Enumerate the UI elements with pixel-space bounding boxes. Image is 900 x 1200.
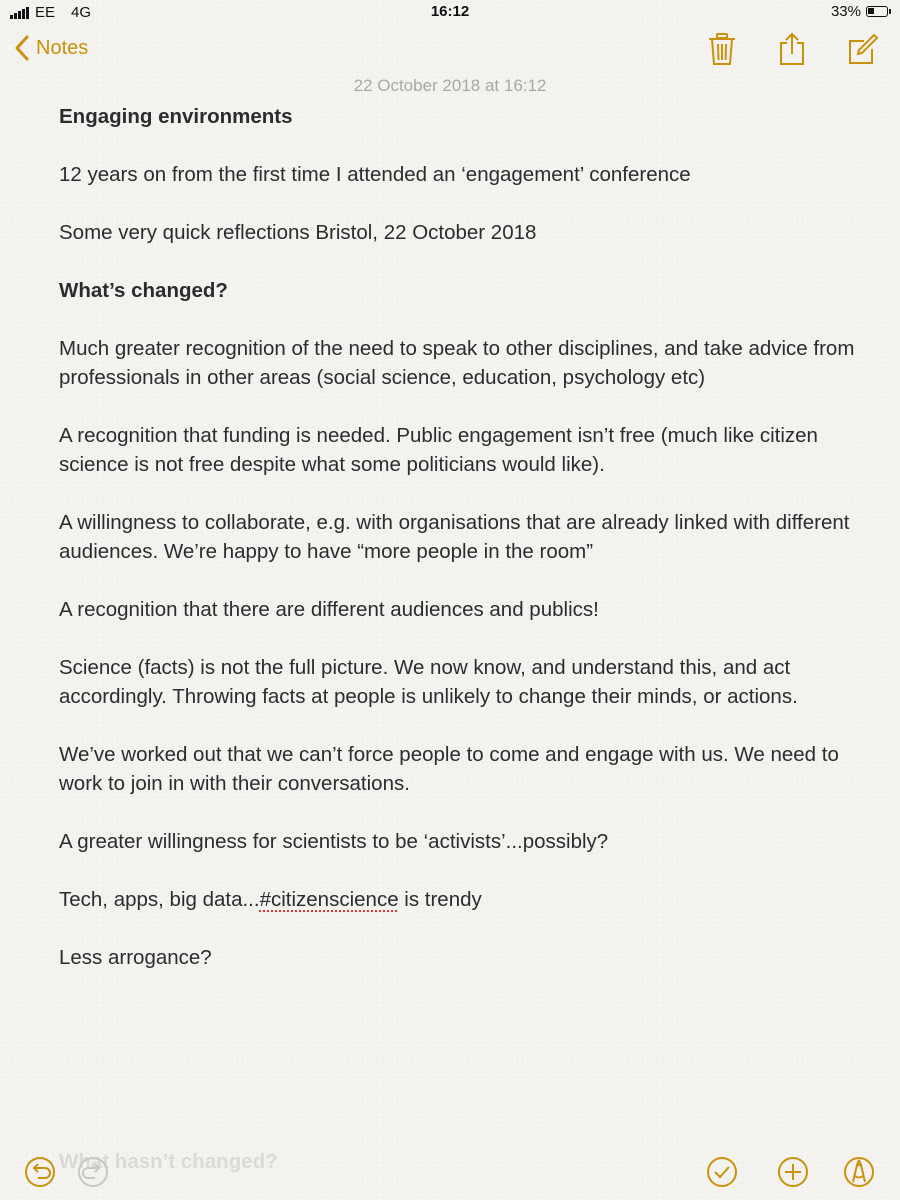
compose-icon [846, 32, 878, 66]
faded-heading: What hasn’t changed? [59, 1150, 278, 1173]
reflections-line: Some very quick reflections Bristol, 22 October 2018 [59, 221, 537, 244]
status-right [831, 3, 888, 20]
tech-line-prefix: Tech, apps, big data... [59, 888, 260, 911]
note-date: 22 October 2018 at 16:12 [353, 76, 547, 95]
compose-button[interactable] [846, 32, 878, 66]
checklist-icon [706, 1156, 738, 1188]
markup-button[interactable] [843, 1156, 875, 1188]
paragraph: A willingness to collaborate, e.g. with organisations that are already linked with different audiences. We’re happy to have “more people in the room” [59, 511, 850, 563]
paragraph: We’ve worked out that we can’t force people to come and engage with us. We need to work to join in with their conversations. [59, 743, 839, 795]
undo-button[interactable] [24, 1156, 56, 1188]
battery-fill [868, 8, 874, 14]
back-label: Notes [36, 36, 89, 59]
battery-icon [866, 6, 888, 17]
last-line: Less arrogance? [59, 946, 212, 969]
status-time: 16:12 [430, 3, 470, 20]
tech-line-suffix: is trendy [398, 888, 482, 911]
back-button[interactable] [14, 34, 88, 62]
battery-percent: 33% [830, 3, 861, 20]
paragraph: A recognition that funding is needed. Public engagement isn’t free (much like citizen science is not free despite what some politicians would like). [59, 424, 818, 476]
tech-line [59, 885, 859, 914]
note-body[interactable] [59, 102, 859, 1001]
intro-line: 12 years on from the first time I attended an ‘engagement’ conference [59, 163, 691, 186]
share-icon [776, 32, 808, 66]
trash-button[interactable] [706, 32, 738, 66]
trash-icon [706, 32, 738, 66]
undo-icon [24, 1156, 56, 1188]
add-icon [777, 1156, 809, 1188]
share-button[interactable] [776, 32, 808, 66]
carrier-label: EE [35, 4, 56, 21]
nav-actions [706, 32, 878, 66]
paragraph: A greater willingness for scientists to be ‘activists’...possibly? [59, 830, 609, 853]
paragraph: Much greater recognition of the need to speak to other disciplines, and take advice from professionals in other areas (social science, education, psychology etc) [59, 337, 855, 389]
note-title: Engaging environments [59, 105, 293, 128]
network-label: 4G [71, 4, 92, 21]
status-bar [0, 0, 900, 26]
paragraph: A recognition that there are different audiences and publics! [59, 598, 599, 621]
paragraph: Science (facts) is not the full picture. We now know, and understand this, and act accordingly. Throwing facts at people is unlikely to change their minds, or actions. [59, 656, 798, 708]
checklist-button[interactable] [706, 1156, 738, 1188]
redo-button[interactable] [77, 1156, 109, 1188]
bottom-toolbar [0, 1140, 900, 1200]
add-button[interactable] [777, 1156, 809, 1188]
chevron-left-icon [14, 34, 30, 62]
section-heading: What’s changed? [59, 279, 228, 302]
markup-icon [843, 1156, 875, 1188]
hashtag-misspelled[interactable]: #citizenscience [259, 888, 399, 911]
redo-icon [77, 1156, 109, 1188]
